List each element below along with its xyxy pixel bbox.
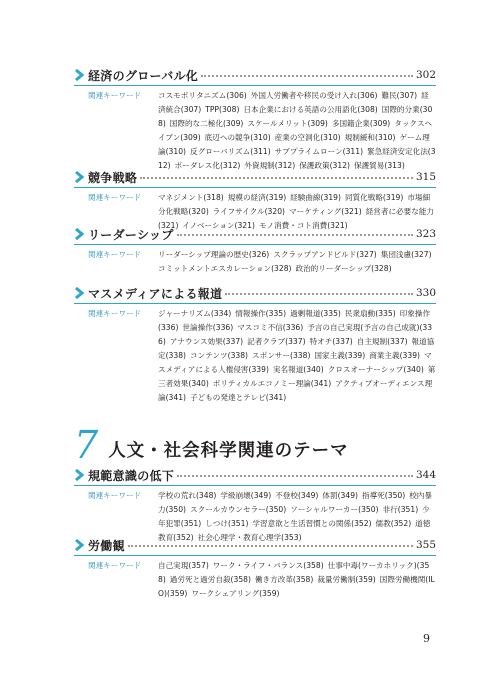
keyword-item: コミットメントエスカレーション(328) <box>158 264 292 273</box>
keyword-item: 反グローバリズム(311) <box>190 147 271 156</box>
keyword-item: コンテンツ(338) <box>190 351 249 360</box>
keyword-item: コスモポリタニズム(306) <box>158 91 247 100</box>
dot-leader <box>201 75 413 77</box>
dot-leader <box>177 234 413 236</box>
keyword-item: 商業主義(339) <box>369 351 421 360</box>
keyword-item: しつけ(351) <box>205 519 249 528</box>
keyword-item: 体罰(349) <box>322 491 358 500</box>
keyword-item: 実名報道(340) <box>272 365 324 374</box>
keyword-item: ワーク・ライフ・バランス(358) <box>212 561 324 570</box>
section-economic-globalization <box>74 68 436 173</box>
chapter-title: 人文・社会科学関連のテーマ <box>108 441 349 461</box>
keyword-item: 国際労働機関(ILO)(359) <box>158 575 435 598</box>
dot-leader <box>177 475 413 477</box>
keyword-item: モノ消費・コト消費(321) <box>258 221 348 230</box>
keyword-item: アナウンス効果(337) <box>169 337 244 346</box>
keyword-item: 非行(351) <box>382 505 419 514</box>
keyword-item: 外国人労働者や移民の受け入れ(306) <box>250 91 378 100</box>
keyword-item: 政治的リーダーシップ(328) <box>295 264 392 273</box>
section-decline-of-norms <box>74 468 436 545</box>
section-page-number: 315 <box>415 171 436 183</box>
section-title: 競争戦略 <box>88 170 138 185</box>
keyword-item: スクールカウンセラー(350) <box>190 505 287 514</box>
keyword-item: 緊急経済安定化法(312) <box>158 147 436 170</box>
section-mass-media-reporting <box>74 286 436 405</box>
keyword-item: 不登校(349) <box>275 491 319 500</box>
keyword-item: 国際的な二極化(309) <box>169 119 244 128</box>
keyword-item: 多国籍企業(309) <box>331 119 391 128</box>
keyword-item: 経験曲線(319) <box>290 193 341 202</box>
keyword-item: 裁量労働制(359) <box>317 575 376 584</box>
section-title: マスメディアによる報道 <box>88 286 223 301</box>
related-keywords-label: 関連キーワード <box>88 561 142 570</box>
chevron-right-icon <box>74 171 85 183</box>
keyword-item: 学習意欲と生活習慣との関係(352) <box>252 519 372 528</box>
keyword-item: 記者クラブ(337) <box>247 337 306 346</box>
keyword-item: ポリティカルエコノミー理論(341) <box>212 379 332 388</box>
keyword-list <box>158 307 436 405</box>
keyword-item: アクティブオーディエンス理論(341) <box>158 379 433 402</box>
section-title: リーダーシップ <box>88 227 174 242</box>
section-page-number: 355 <box>415 539 436 551</box>
chevron-right-icon <box>74 469 85 481</box>
keyword-item: 過剰報道(335) <box>290 309 341 318</box>
chapter-heading <box>74 423 349 467</box>
page-number: 9 <box>423 632 430 645</box>
keyword-item: 特オチ(337) <box>309 337 353 346</box>
related-keywords-label: 関連キーワード <box>88 491 142 500</box>
keyword-item: 自主規制(337) <box>356 337 408 346</box>
chevron-right-icon <box>74 287 85 299</box>
section-page-number: 323 <box>415 228 436 240</box>
section-rule <box>74 303 436 304</box>
keyword-item: ワークシェアリング(359) <box>191 589 280 598</box>
related-keywords-label: 関連キーワード <box>88 193 142 202</box>
keyword-item: タックスヘイブン(309) <box>158 119 433 142</box>
keyword-item: 民衆扇動(335) <box>344 309 396 318</box>
dot-leader <box>128 545 413 547</box>
keyword-item: 報道協定(338) <box>158 337 435 360</box>
keyword-item: 自己実現(357) <box>158 561 209 570</box>
section-competitive-strategy <box>74 170 436 233</box>
section-rule <box>74 244 436 245</box>
keyword-list <box>158 559 436 601</box>
keyword-item: リーダーシップ理論の歴史(326) <box>158 250 270 259</box>
keyword-item: 集団浅慮(327) <box>380 250 432 259</box>
section-view-of-work <box>74 538 436 601</box>
keyword-item: 学級崩壊(349) <box>220 491 272 500</box>
keyword-item: サブプライムローン(311) <box>274 147 364 156</box>
keyword-item: 保護貿易(313) <box>354 161 405 170</box>
keyword-item: ライフサイクル(320) <box>212 207 286 216</box>
section-rule <box>74 187 436 188</box>
keyword-item: マーケティング(321) <box>289 207 362 216</box>
keyword-list <box>158 89 436 173</box>
related-keywords-label: 関連キーワード <box>88 250 142 259</box>
keyword-item: 経営者に必要な能力(321) <box>158 207 435 230</box>
keyword-item: 働き方改革(358) <box>254 575 314 584</box>
keyword-item: マスコミ不信(336) <box>237 323 304 332</box>
keyword-item: ボーダレス化(312) <box>174 161 241 170</box>
keyword-item: ゲーム理論(310) <box>158 133 430 156</box>
keyword-item: 仕事中毒(ワーカホリック)(358) <box>158 561 430 584</box>
keyword-item: 産業の空洞化(310) <box>274 133 341 142</box>
keyword-item: 少年犯罪(351) <box>158 505 430 528</box>
section-rule <box>74 485 436 486</box>
keyword-item: 道徳教育(352) <box>158 519 431 542</box>
keyword-item: 学校の荒れ(348) <box>158 491 217 500</box>
keyword-item: 社会心理学・教育心理学(353) <box>197 533 302 542</box>
related-keywords-label: 関連キーワード <box>88 91 142 100</box>
chapter-number: 7 <box>74 423 99 467</box>
keyword-item: 難民(307) <box>381 91 418 100</box>
keyword-item: TPP(308) <box>205 105 240 114</box>
section-title: 経済のグローバル化 <box>88 68 199 83</box>
section-rule <box>74 85 436 86</box>
keyword-item: 規模の経済(319) <box>227 193 287 202</box>
keyword-item: 儒教(352) <box>375 519 412 528</box>
keyword-item: 予言の自己実現(予言の自己成就)(336) <box>158 323 433 346</box>
keyword-item: 国際的分業(308) <box>158 105 433 128</box>
section-page-number: 344 <box>415 469 436 481</box>
section-rule <box>74 555 436 556</box>
keyword-list <box>158 489 436 545</box>
keyword-item: イノベーション(321) <box>182 221 255 230</box>
keyword-item: 国家主義(339) <box>314 351 366 360</box>
keyword-item: 外資規制(312) <box>244 161 296 170</box>
keyword-item: 世論操作(336) <box>182 323 234 332</box>
keyword-item: 過労死と過労自殺(358) <box>169 575 251 584</box>
section-page-number: 302 <box>415 69 436 81</box>
keyword-item: 市場細分化戦略(320) <box>158 193 431 216</box>
keyword-item: 同質化戦略(319) <box>344 193 404 202</box>
dot-leader <box>225 293 413 295</box>
keyword-item: マスメディアによる人権侵害(339) <box>158 351 432 374</box>
chevron-right-icon <box>74 228 85 240</box>
keyword-list <box>158 248 436 276</box>
keyword-item: 印象操作(336) <box>158 309 431 332</box>
dot-leader <box>140 177 413 179</box>
keyword-item: 子どもの発達とテレビ(341) <box>190 393 287 402</box>
keyword-item: 底辺への競争(310) <box>204 133 271 142</box>
keyword-item: 経済統合(307) <box>158 91 429 114</box>
keyword-item: 日本企業における英語の公用語化(308) <box>243 105 378 114</box>
keyword-item: スクラップアンドビルド(327) <box>273 250 377 259</box>
keyword-item: 保護政策(312) <box>299 161 350 170</box>
keyword-item: ジャーナリズム(334) <box>158 309 232 318</box>
keyword-item: 校内暴力(350) <box>158 491 432 514</box>
related-keywords-label: 関連キーワード <box>88 309 142 318</box>
keyword-item: ソーシャルワーカー(350) <box>290 505 379 514</box>
section-page-number: 330 <box>415 287 436 299</box>
keyword-item: 第三者効果(340) <box>158 365 436 388</box>
keyword-item: 情報操作(335) <box>235 309 287 318</box>
section-title: 労働観 <box>88 538 125 553</box>
keyword-item: マネジメント(318) <box>158 193 224 202</box>
keyword-item: クロスオーナーシップ(340) <box>327 365 424 374</box>
chevron-right-icon <box>74 69 85 81</box>
section-leadership <box>74 227 436 276</box>
keyword-item: スケールメリット(309) <box>247 119 328 128</box>
chevron-right-icon <box>74 539 85 551</box>
keyword-item: 指導死(350) <box>362 491 406 500</box>
keyword-item: スポンサー(338) <box>252 351 311 360</box>
section-title: 規範意識の低下 <box>88 468 175 483</box>
keyword-item: 規制緩和(310) <box>344 133 396 142</box>
